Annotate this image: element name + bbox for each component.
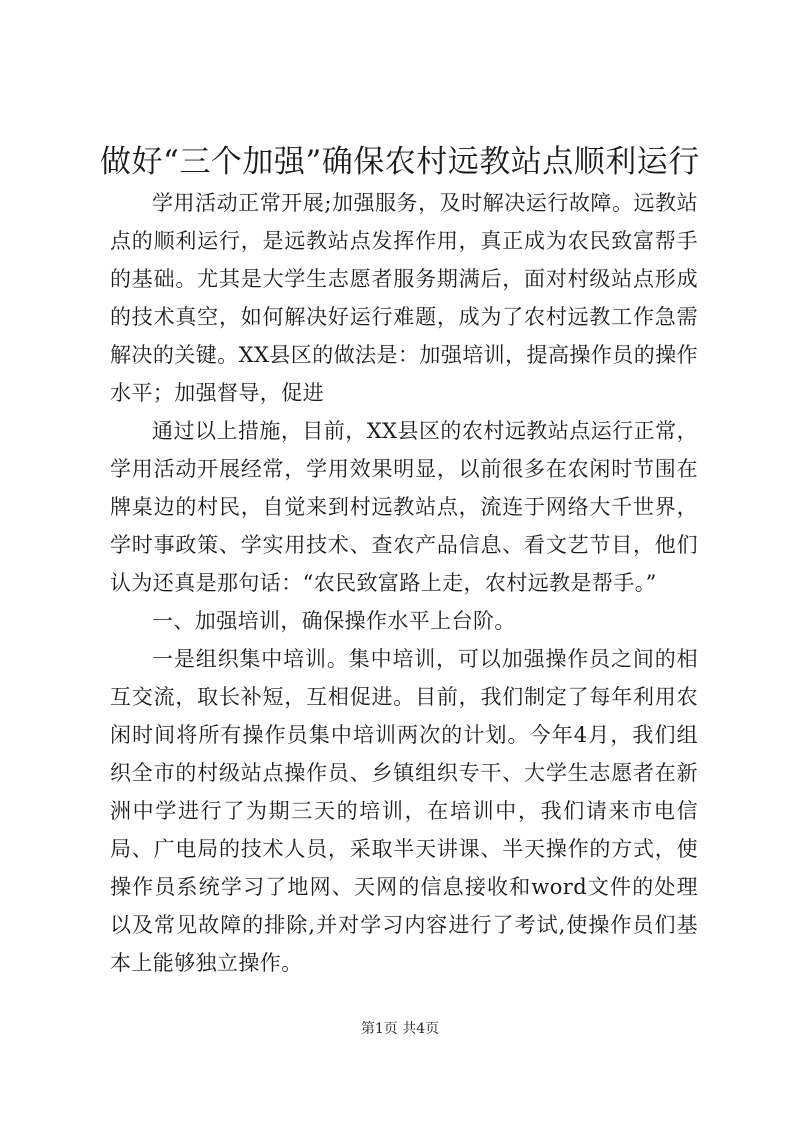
- section-heading: 一、加强培训，确保操作水平上台阶。: [152, 609, 516, 633]
- document-title: 做好“三个加强”确保农村远教站点顺利运行: [100, 144, 700, 180]
- page-footer: 第1页 共4页: [360, 1021, 440, 1037]
- paragraph-3: 一是组织集中培训。集中培训，可以加强操作员之间的相互交流，取长补短，互相促进。目前，我们制定了每年利用农闲时间将所有操作员集中培训两次的计划。今年4月，我们组织全市的村级站点操作员、乡镇组织专干、大学生志愿者在新洲中学进行了为期三天的培训，在培训中，我们请来市电信局、广电局的技术人员，采取半天讲课、半天操作的方式，使操作员系统学习了地网、天网的信息接收和word文件的处理以及常见故障的排除,并对学习内容进行了考试,使操作员们基本上能够独立操作。: [110, 647, 698, 975]
- document-body: [110, 184, 698, 982]
- paragraph-1: 学用活动正常开展;加强服务，及时解决运行故障。远教站点的顺利运行，是远教站点发挥作用，真正成为农民致富帮手的基础。尤其是大学生志愿者服务期满后，面对村级站点形成的技术真空，如何解决好运行难题，成为了农村远教工作急需解决的关键。XX县区的做法是：加强培训，提高操作员的操作水平；加强督导，促进: [110, 191, 698, 405]
- paragraph-2: 通过以上措施，目前，XX县区的农村远教站点运行正常，学用活动开展经常，学用效果明显，以前很多在农闲时节围在牌桌边的村民，自觉来到村远教站点，流连于网络大千世界，学时事政策、学实用技术、查农产品信息、看文艺节目，他们认为还真是那句话：“农民致富路上走，农村远教是帮手。”: [110, 419, 698, 595]
